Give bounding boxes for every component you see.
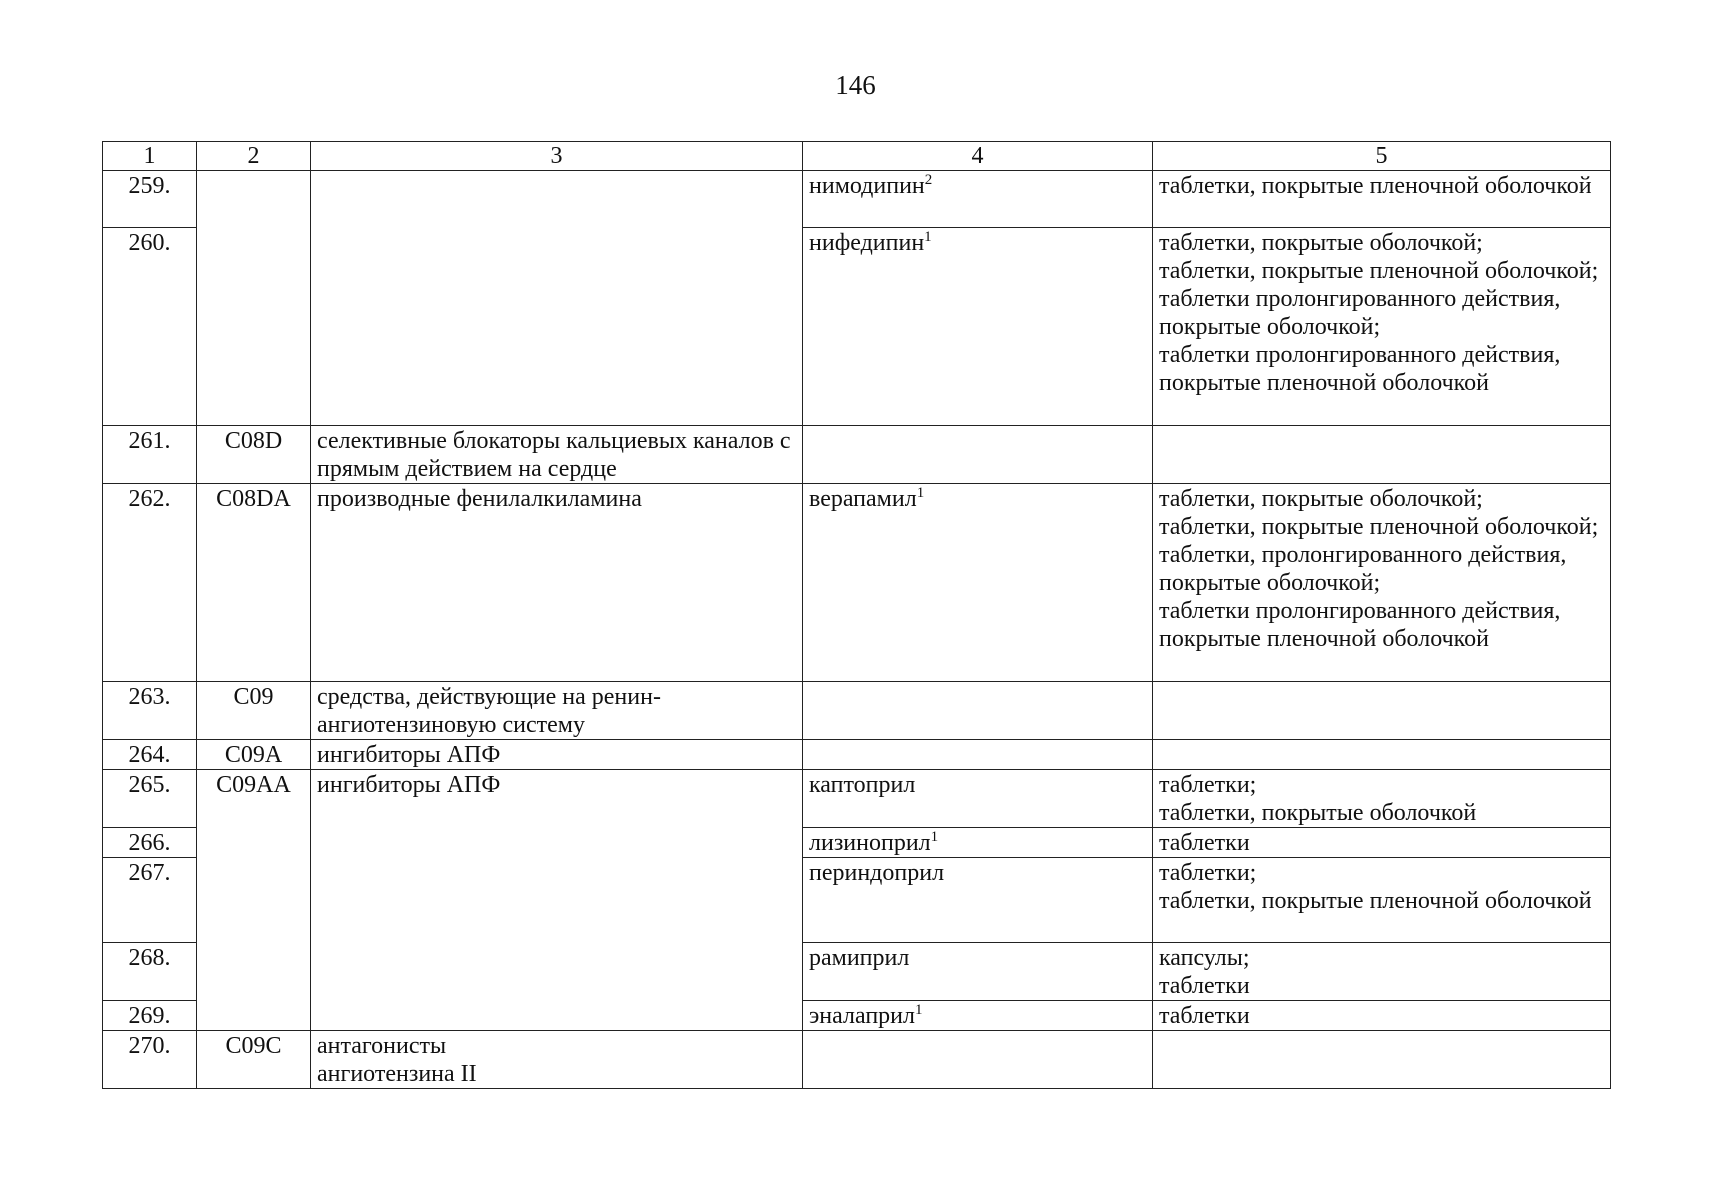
row-number: 261.: [103, 426, 197, 484]
row-number: 266.: [103, 828, 197, 858]
table-row: [103, 171, 1611, 228]
group-name: [311, 1031, 803, 1089]
dosage-form-line: таблетки, покрытые пленочной оболочкой;: [1159, 258, 1599, 284]
row-number: 265.: [103, 770, 197, 828]
group-name: ингибиторы АПФ: [311, 770, 803, 1031]
dosage-form-line: таблетки: [1159, 1003, 1250, 1029]
dosage-form-line: таблетки;: [1159, 772, 1257, 798]
dosage-forms: [1153, 943, 1611, 1001]
atc-code: C08D: [197, 426, 311, 484]
drug-name: [803, 828, 1153, 858]
dosage-forms: [1153, 1001, 1611, 1031]
atc-code: C08DA: [197, 484, 311, 682]
dosage-form-line: таблетки, покрытые пленочной оболочкой: [1159, 173, 1592, 199]
drug-name-text: верапамил: [809, 486, 917, 512]
drug-name: [803, 1031, 1153, 1089]
drug-name-text: лизиноприл: [809, 830, 931, 856]
dosage-form-line: таблетки, покрытые пленочной оболочкой;: [1159, 514, 1599, 540]
drug-name: [803, 770, 1153, 828]
dosage-forms: [1153, 828, 1611, 858]
table-row: [103, 484, 1611, 682]
group-name: средства, действующие на ренин-ангиотензиновую систему: [311, 682, 803, 740]
group-name: ингибиторы АПФ: [311, 740, 803, 770]
atc-code: C09A: [197, 740, 311, 770]
drug-name-text: рамиприл: [809, 945, 910, 971]
dosage-forms: [1153, 426, 1611, 484]
column-header: 2: [197, 142, 311, 171]
drug-name: [803, 484, 1153, 682]
drug-name: [803, 858, 1153, 943]
table-row: [103, 426, 1611, 484]
row-number: 267.: [103, 858, 197, 943]
drug-name: [803, 228, 1153, 426]
drug-table: [102, 141, 1611, 1089]
row-number: 264.: [103, 740, 197, 770]
dosage-form-line: таблетки пролонгированного действия, покрытые пленочной оболочкой: [1159, 342, 1561, 396]
dosage-form-line: таблетки;: [1159, 860, 1257, 886]
dosage-forms: [1153, 484, 1611, 682]
row-number: 268.: [103, 943, 197, 1001]
footnote-marker: 1: [914, 1002, 923, 1018]
dosage-forms: [1153, 682, 1611, 740]
dosage-forms: [1153, 228, 1611, 426]
drug-name: [803, 740, 1153, 770]
column-header: 1: [103, 142, 197, 171]
table-row: [103, 770, 1611, 828]
dosage-forms: [1153, 171, 1611, 228]
dosage-form-line: капсулы;: [1159, 945, 1250, 971]
row-number: 269.: [103, 1001, 197, 1031]
atc-code: C09AA: [197, 770, 311, 1031]
dosage-form-line: таблетки: [1159, 830, 1250, 856]
atc-code: C09: [197, 682, 311, 740]
row-number: 263.: [103, 682, 197, 740]
dosage-form-line: таблетки: [1159, 973, 1250, 999]
group-name-text: антагонисты ангиотензина II: [317, 1033, 477, 1087]
drug-name-text: нимодипин: [809, 173, 925, 199]
dosage-form-line: таблетки, покрытые оболочкой: [1159, 800, 1477, 826]
row-number: 262.: [103, 484, 197, 682]
footnote-marker: 2: [924, 172, 933, 188]
drug-name-text: каптоприл: [809, 772, 916, 798]
table-header-row: [103, 142, 1611, 171]
drug-name-text: эналаприл: [809, 1003, 915, 1029]
drug-name: [803, 682, 1153, 740]
page-number: 146: [835, 70, 876, 100]
group-name: производные фенилалкиламина: [311, 484, 803, 682]
dosage-form-line: таблетки, покрытые оболочкой;: [1159, 486, 1483, 512]
atc-code-cell: [197, 171, 311, 426]
dosage-form-line: таблетки пролонгированного действия, покрытые пленочной оболочкой: [1159, 598, 1561, 652]
group-name-cell: [311, 171, 803, 426]
dosage-form-line: таблетки, покрытые оболочкой;: [1159, 230, 1483, 256]
dosage-forms: [1153, 858, 1611, 943]
drug-name-text: нифедипин: [809, 230, 925, 256]
table-row: [103, 1031, 1611, 1089]
dosage-form-line: таблетки пролонгированного действия, покрытые оболочкой;: [1159, 286, 1561, 340]
drug-name: [803, 171, 1153, 228]
column-header: 4: [803, 142, 1153, 171]
column-header: 5: [1153, 142, 1611, 171]
footnote-marker: 1: [924, 229, 932, 245]
drug-name: [803, 1001, 1153, 1031]
row-number: 270.: [103, 1031, 197, 1089]
dosage-forms: [1153, 770, 1611, 828]
atc-code: C09C: [197, 1031, 311, 1089]
footnote-marker: 1: [930, 829, 939, 845]
row-number: 259.: [103, 171, 197, 228]
table-row: [103, 682, 1611, 740]
footnote-marker: 1: [916, 485, 925, 501]
group-name: селективные блокаторы кальциевых каналов с прямым действием на сердце: [311, 426, 803, 484]
column-header: 3: [311, 142, 803, 171]
table-row: [103, 740, 1611, 770]
dosage-forms: [1153, 1031, 1611, 1089]
drug-name: [803, 426, 1153, 484]
dosage-form-line: таблетки, пролонгированного действия, покрытые оболочкой;: [1159, 542, 1567, 596]
dosage-form-line: таблетки, покрытые пленочной оболочкой: [1159, 888, 1592, 914]
drug-name-text: периндоприл: [809, 860, 945, 886]
dosage-forms: [1153, 740, 1611, 770]
drug-name: [803, 943, 1153, 1001]
row-number: 260.: [103, 228, 197, 426]
